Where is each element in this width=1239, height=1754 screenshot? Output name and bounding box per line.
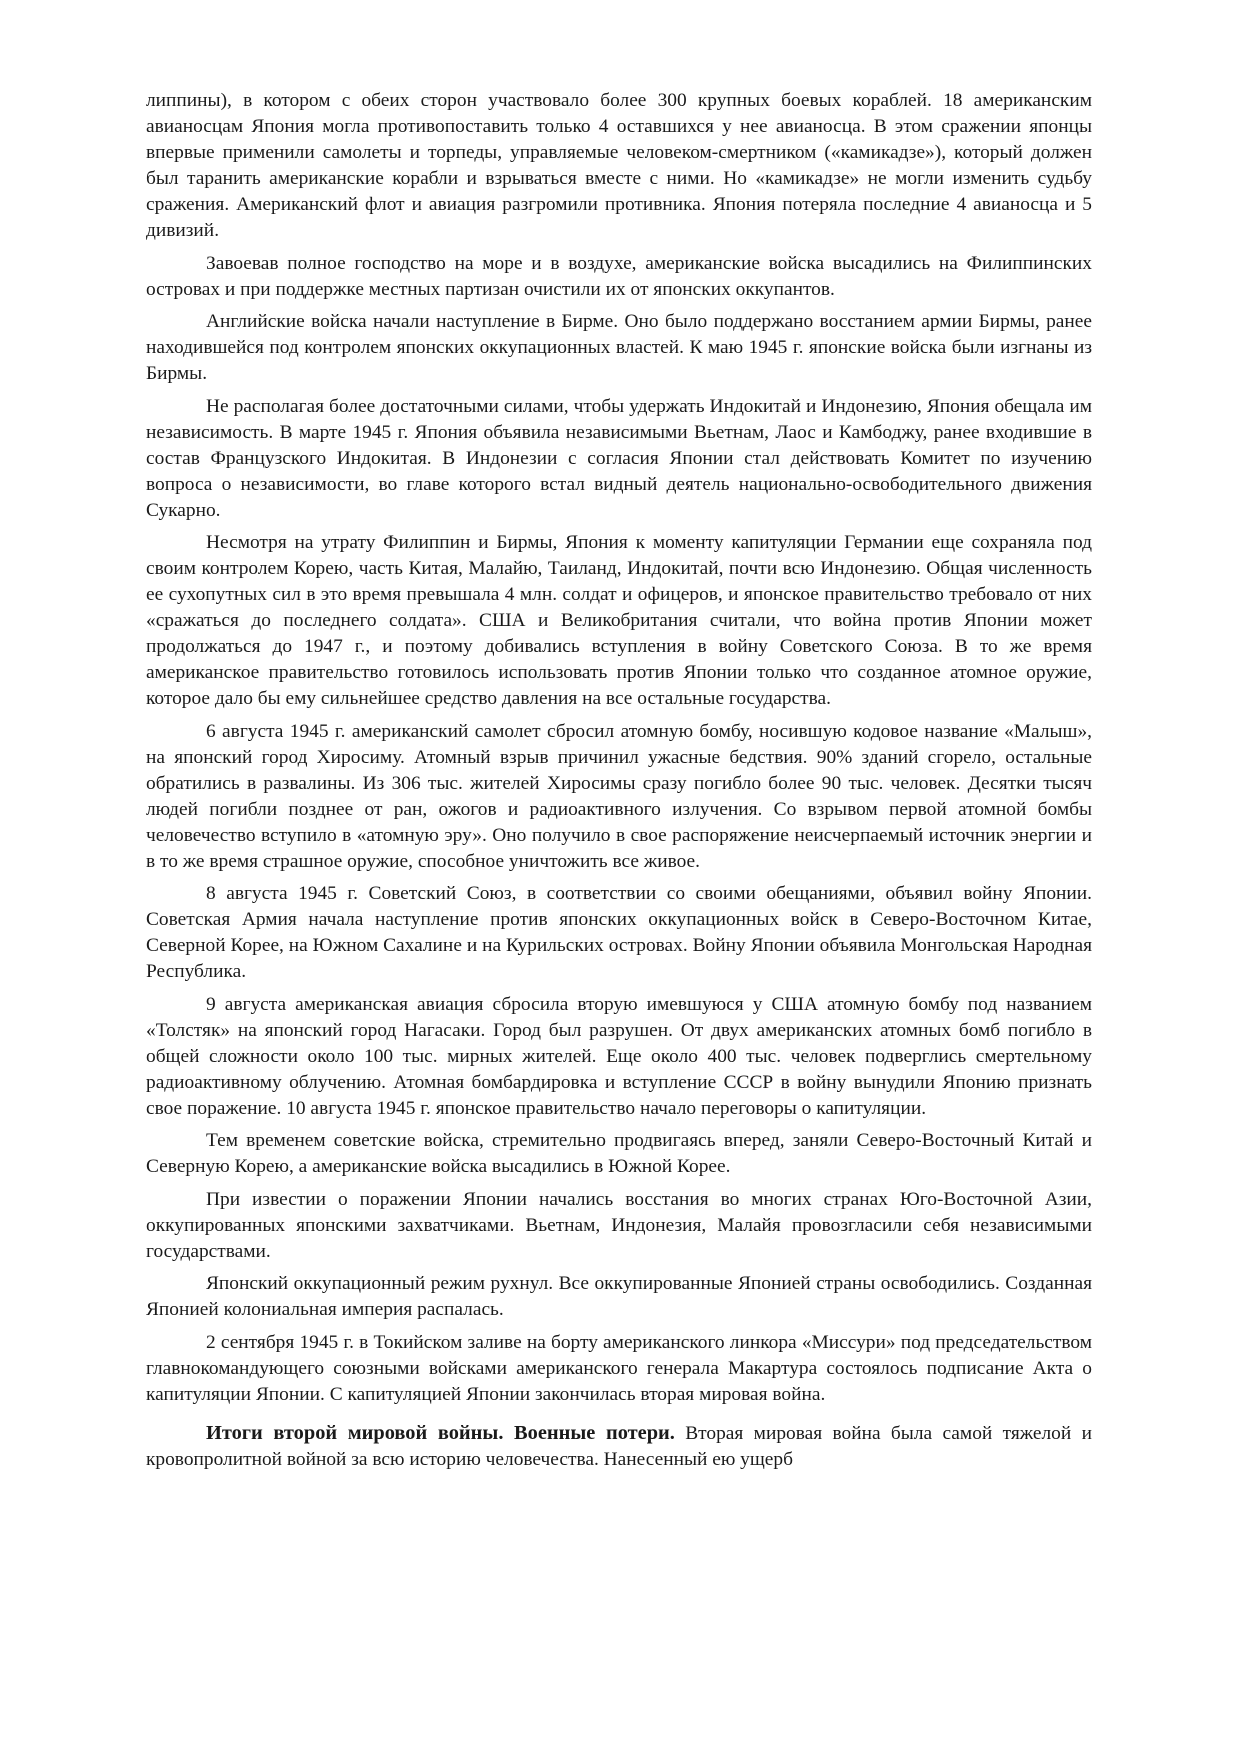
paragraph-5: Несмотря на утрату Филиппин и Бирмы, Япония к моменту капитуляции Германии еще сохраняла под своим контролем Корею, часть Китая, Малайю, Таиланд, Индокитай, почти всю Индонезию. Общая численность ее сухопутных сил в это время превышала 4 млн. солдат и офицеров, и японское правительство требовало от них «сражаться до последнего солдата». США и Великобритания считали, что война против Японии может продолжаться до 1947 г., и поэтому добивались вступления в войну Советского Союза. В то же время американское правительство готовилось использовать против Японии только что созданное атомное оружие, которое дало бы ему сильнейшее средство давления на все остальные государства. — [146, 532, 1092, 709]
paragraph-8: 9 августа американская авиация сбросила вторую имевшуюся у США атомную бомбу под названием «Толстяк» на японский город Нагасаки. Город был разрушен. От двух американских атомных бомб погибло в общей сложности около 100 тыс. мирных жителей. Еще около 400 тыс. человек подверглись смертельному радиоактивному облучению. Атомная бомбардировка и вступление СССР в войну вынудили Японию признать свое поражение. 10 августа 1945 г. японское правительство начало переговоры о капитуляции. — [146, 993, 1092, 1119]
paragraph-11: Японский оккупационный режим рухнул. Все оккупированные Японией страны освободились. Созданная Японией колониальная империя распалась. — [146, 1273, 1092, 1320]
paragraph-summary — [146, 1420, 1092, 1473]
summary-text: Вторая мировая война была самой тяжелой и кровопролитной войной за всю историю человечества. Нанесенный ею ущерб — [146, 1422, 1092, 1470]
paragraph-6: 6 августа 1945 г. американский самолет сбросил атомную бомбу, носившую кодовое название «Малыш», на японский город Хиросиму. Атомный взрыв причинил ужасные бедствия. 90% зданий сгорело, остальные обратились в развалины. Из 306 тыс. жителей Хиросимы сразу погибло более 90 тыс. человек. Десятки тысяч людей погибли позднее от ран, ожогов и радиоактивного излучения. Со взрывом первой атомной бомбы человечество вступило в «атомную эру». Оно получило в свое распоряжение неисчерпаемый источник энергии и в то же время страшное оружие, способное уничтожить все живое. — [146, 720, 1092, 872]
paragraph-12: 2 сентября 1945 г. в Токийском заливе на борту американского линкора «Миссури» под председательством главнокомандующего союзными войсками американского генерала Макартура состоялось подписание Акта о капитуляции Японии. С капитуляцией Японии закончилась вторая мировая война. — [146, 1331, 1092, 1405]
paragraph-1: липпины), в котором с обеих сторон участвовало более 300 крупных боевых кораблей. 18 американским авианосцам Япония могла противопоставить только 4 оставшихся у нее авианосца. В этом сражении японцы впервые применили самолеты и торпеды, управляемые человеком-смертником («камикадзе»), который должен был таранить американские корабли и взрываться вместе с ними. Но «камикадзе» не могли изменить судьбу сражения. Американский флот и авиация разгромили противника. Япония потеряла последние 4 авианосца и 5 дивизий. — [146, 90, 1092, 241]
paragraph-10: При известии о поражении Японии начались восстания во многих странах Юго-Восточной Азии, оккупированных японскими захватчиками. Вьетнам, Индонезия, Малайя провозгласили себя независимыми государствами. — [146, 1188, 1092, 1262]
paragraph-4: Не располагая более достаточными силами, чтобы удержать Индокитай и Индонезию, Япония обещала им независимость. В марте 1945 г. Япония объявила независимыми Вьетнам, Лаос и Камбоджу, ранее входившие в состав Французского Индокитая. В Индонезии с согласия Японии стал действовать Комитет по изучению вопроса о независимости, во главе которого встал видный деятель национально-освободительного движения Сукарно. — [146, 395, 1092, 521]
paragraph-3: Английские войска начали наступление в Бирме. Оно было поддержано восстанием армии Бирмы, ранее находившейся под контролем японских оккупационных властей. К маю 1945 г. японские войска были изгнаны из Бирмы. — [146, 311, 1092, 384]
paragraph-7: 8 августа 1945 г. Советский Союз, в соответствии со своими обещаниями, объявил войну Японии. Советская Армия начала наступление против японских оккупационных войск в Северо-Восточном Китае, Северной Корее, на Южном Сахалине и на Курильских островах. Войну Японии объявила Монгольская Народная Республика. — [146, 883, 1092, 982]
section-heading: Итоги второй мировой войны. Военные потери. — [206, 1421, 675, 1444]
document-body — [146, 88, 1092, 1479]
paragraph-9: Тем временем советские войска, стремительно продвигаясь вперед, заняли Северо-Восточный Китай и Северную Корею, а американские войска высадились в Южной Корее. — [146, 1130, 1092, 1177]
paragraph-2: Завоевав полное господство на море и в воздухе, американские войска высадились на Филиппинских островах и при поддержке местных партизан очистили их от японских оккупантов. — [146, 252, 1092, 300]
